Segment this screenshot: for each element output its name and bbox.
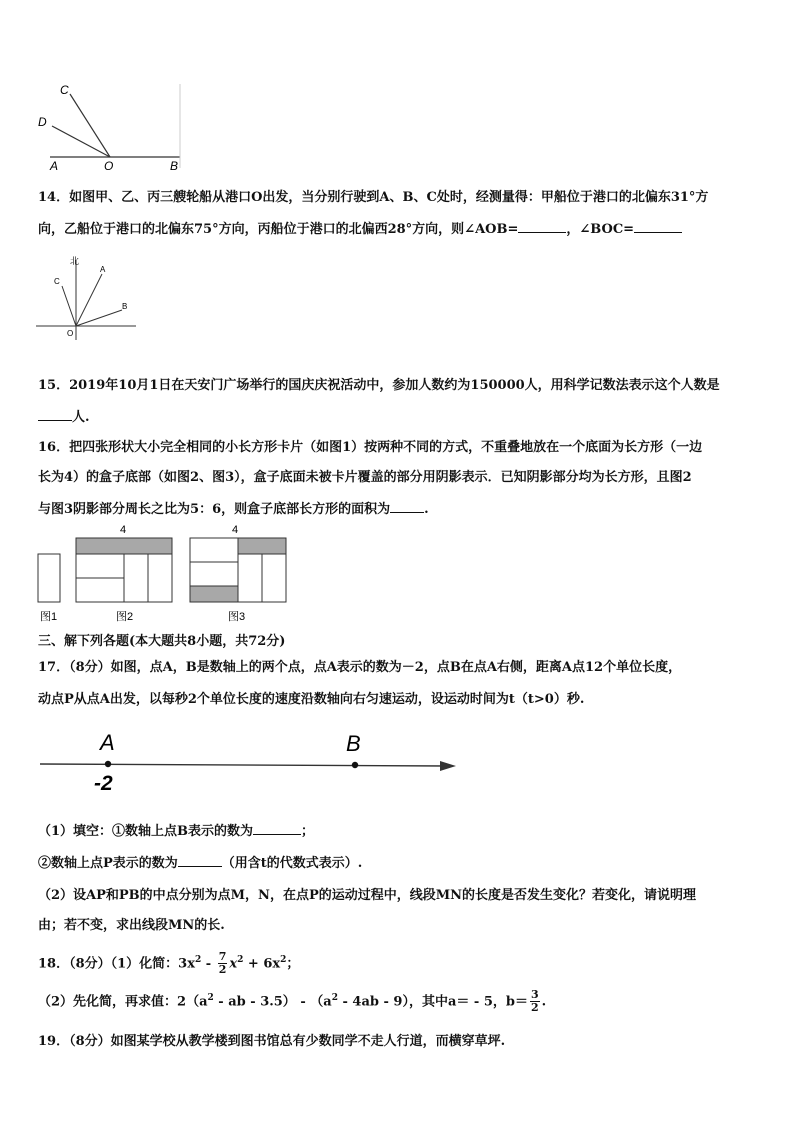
label-c: C bbox=[60, 83, 69, 97]
q18-p1c: + 6x bbox=[243, 956, 281, 972]
q18-p2d: . bbox=[541, 994, 547, 1010]
answer-blank[interactable] bbox=[390, 499, 424, 513]
label-a: A bbox=[50, 159, 59, 173]
q17-p1a: （1）填空：①数轴上点B表示的数为 bbox=[38, 824, 254, 839]
q18-part2 bbox=[38, 984, 546, 1016]
q16-line3b: . bbox=[424, 502, 429, 517]
q14-line1: 14．如图甲、乙、丙三艘轮船从港口O出发，当分别行驶到A、B、C处时，经测量得：甲船位于港口的北偏东31°方 bbox=[38, 190, 709, 205]
angle-figure bbox=[30, 78, 190, 173]
square-exp: 2 bbox=[331, 993, 338, 1003]
label-b: B bbox=[346, 731, 361, 756]
q14-line2 bbox=[38, 218, 682, 237]
q15-line2-text: 人. bbox=[72, 410, 90, 425]
q17-line1: 17．（8分）如图，点A，B是数轴上的两个点，点A表示的数为－2，点B在点A右侧，距离A点12个单位长度， bbox=[38, 660, 682, 675]
label-a: A bbox=[100, 730, 115, 755]
q17-line2: 动点P从点A出发，以每秒2个单位长度的速度沿数轴向右匀速运动，设运动时间为t（t>0）秒. bbox=[38, 692, 585, 707]
q16-line1: 16．把四张形状大小完全相同的小长方形卡片（如图1）按两种不同的方式，不重叠地放在一个底面为长方形（一边 bbox=[38, 440, 703, 455]
square-exp: 2 bbox=[237, 955, 244, 965]
fig2-caption: 图2 bbox=[116, 611, 134, 623]
label-c: C bbox=[54, 277, 60, 286]
q17-part2-line2: 由；若不变，求出线段MN的长. bbox=[38, 918, 225, 933]
point-b bbox=[352, 762, 358, 768]
label-4: 4 bbox=[120, 524, 127, 536]
q18-p1a: 18．（8分）（1）化简：3x bbox=[38, 956, 195, 972]
q18-p2c: - 4ab - 9），其中a＝ - 5，b＝ bbox=[337, 994, 528, 1010]
q18-p2a: （2）先化简，再求值：2（a bbox=[38, 994, 208, 1010]
label-minus-2: -2 bbox=[94, 772, 113, 795]
label-b: B bbox=[170, 159, 179, 173]
square-exp: 2 bbox=[280, 955, 287, 965]
fraction bbox=[530, 989, 540, 1014]
label-a: A bbox=[100, 265, 106, 274]
answer-blank[interactable] bbox=[253, 821, 301, 835]
square-exp: 2 bbox=[207, 993, 214, 1003]
point-a bbox=[105, 761, 111, 767]
rectangles-figure bbox=[36, 518, 296, 626]
q14-line2b: ，∠BOC= bbox=[566, 222, 635, 237]
label-north: 北 bbox=[70, 256, 80, 266]
fraction bbox=[218, 951, 228, 976]
compass-figure bbox=[36, 254, 140, 342]
numerator: 3 bbox=[530, 988, 539, 1002]
q17-p2a: ②数轴上点P表示的数为 bbox=[38, 856, 178, 871]
denominator: 2 bbox=[218, 963, 227, 977]
answer-blank[interactable] bbox=[38, 407, 72, 421]
square-exp: 2 bbox=[194, 955, 202, 965]
label-b: B bbox=[122, 302, 128, 311]
q16-line2: 长为4）的盒子底部（如图2、图3），盒子底面未被卡片覆盖的部分用阴影表示．已知阴影部分均为长方形，且图2 bbox=[38, 470, 692, 485]
numerator: 7 bbox=[218, 950, 227, 964]
q15-line1: 15．2019年10月1日在天安门广场举行的国庆庆祝活动中，参加人数约为150000人，用科学记数法表示这个人数是 bbox=[38, 378, 720, 393]
number-line-figure bbox=[36, 722, 462, 798]
q16-line3 bbox=[38, 498, 429, 517]
minus-sign: - bbox=[201, 956, 216, 972]
answer-blank-boc[interactable] bbox=[634, 219, 682, 233]
fig1-caption: 图1 bbox=[40, 611, 58, 623]
answer-blank[interactable] bbox=[178, 853, 222, 867]
q17-part2-line1: （2）设AP和PB的中点分别为点M，N，在点P的运动过程中，线段MN的长度是否发生变化？若变化，请说明理 bbox=[38, 888, 696, 903]
q18-p1d: ； bbox=[286, 956, 300, 972]
denominator: 2 bbox=[530, 1001, 539, 1015]
q17-p2b: （用含t的代数式表示）. bbox=[221, 856, 363, 871]
q14-line2a: 向，乙船位于港口的北偏东75°方向，丙船位于港口的北偏西28°方向，则∠AOB= bbox=[38, 222, 519, 237]
q17-p1b: ； bbox=[301, 824, 315, 839]
label-d: D bbox=[38, 115, 47, 129]
q17-part1-2 bbox=[38, 852, 362, 871]
q16-line3a: 与图3阴影部分周长之比为5：6，则盒子底部长方形的面积为 bbox=[38, 502, 391, 517]
label-o: O bbox=[67, 329, 74, 338]
fig3-caption: 图3 bbox=[228, 611, 246, 623]
q17-part1 bbox=[38, 820, 314, 839]
q18-part1 bbox=[38, 946, 299, 978]
label-4: 4 bbox=[232, 524, 239, 536]
var-x: x bbox=[229, 956, 238, 972]
q19-line1: 19．（8分）如图某学校从教学楼到图书馆总有少数同学不走人行道，而横穿草坪. bbox=[38, 1034, 506, 1049]
q15-line2 bbox=[38, 406, 90, 425]
section-heading: 三、解下列各题(本大题共8小题，共72分) bbox=[38, 634, 286, 649]
label-o: O bbox=[104, 159, 114, 173]
answer-blank-aob[interactable] bbox=[518, 219, 566, 233]
q18-p2b: - ab - 3.5） - （a bbox=[213, 994, 332, 1010]
